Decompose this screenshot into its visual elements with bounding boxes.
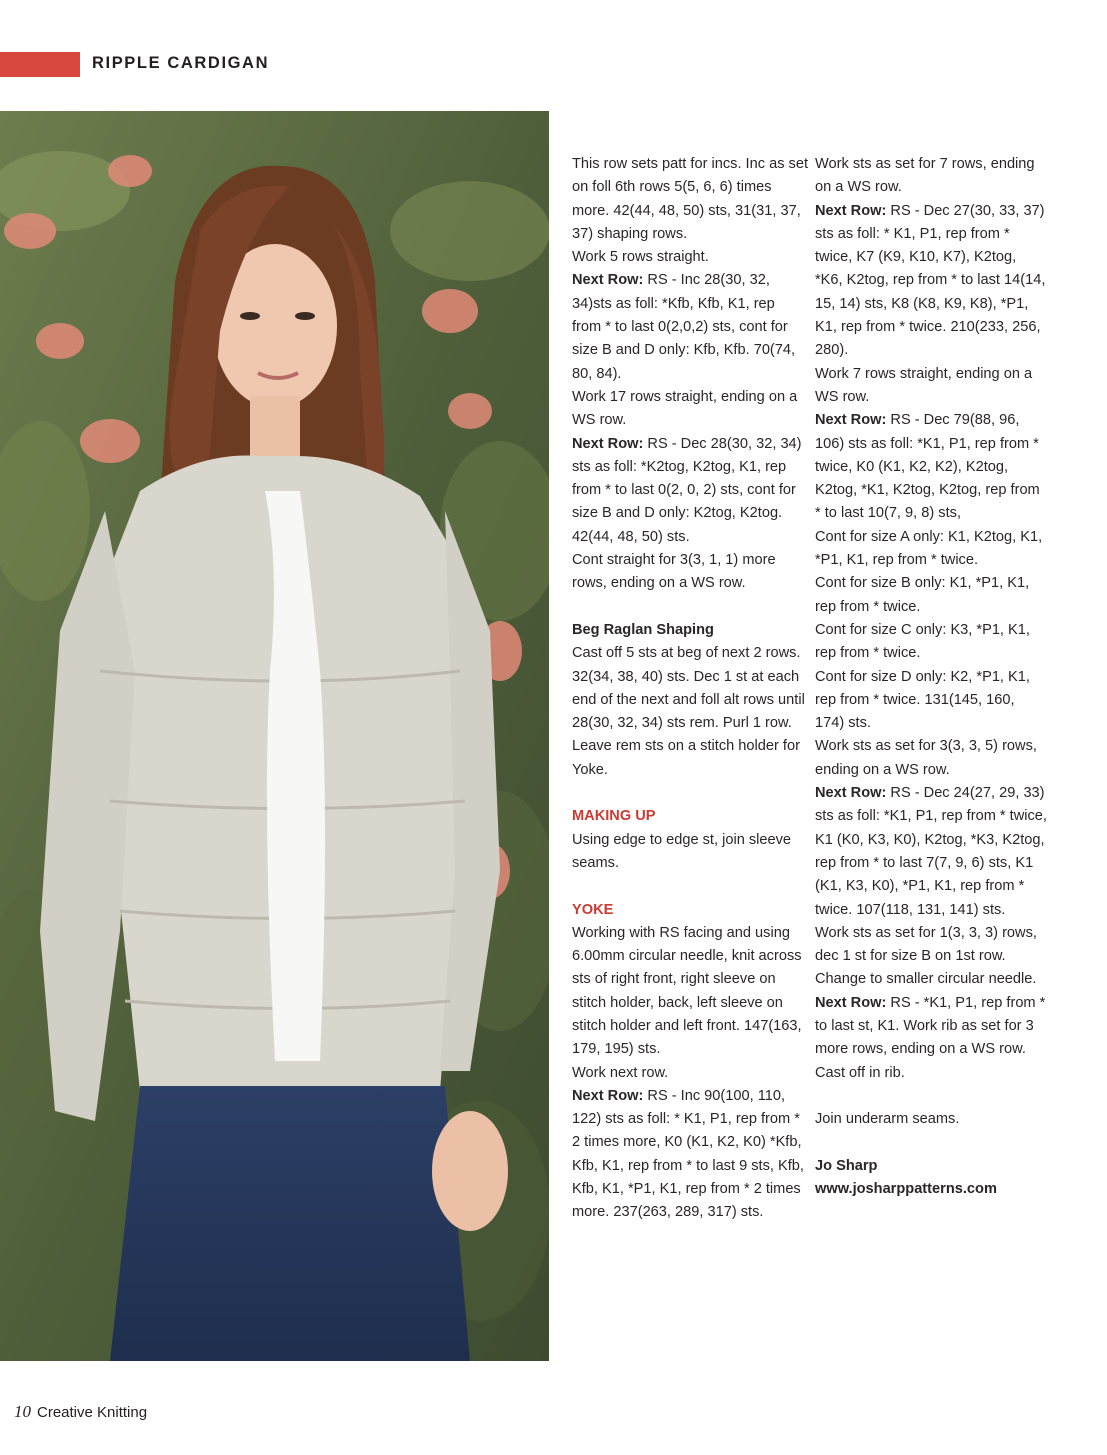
text-column-2 <box>815 153 1047 1201</box>
row-label: Next Row: <box>815 785 887 802</box>
instruction-paragraph: Cont for size A only: K1, K2tog, K1, *P1, K1, rep from * twice. <box>815 528 1043 569</box>
instruction-paragraph: Cont for size B only: K1, *P1, K1, rep from * twice. <box>815 575 1030 615</box>
spacer <box>572 596 808 619</box>
text-column-1 <box>572 153 808 1225</box>
instruction-paragraph: Work 17 rows straight, ending on a WS row. <box>572 388 798 429</box>
row-text: RS - Dec 79(88, 96, 106) sts as foll: *K1, P1, rep from * twice, K0 (K1, K2, K2), K2tog, K2tog, *K1, K2tog, K2tog, rep from * to last 10(7, 9, 8) sts, <box>815 412 1040 522</box>
magazine-name: Creative Knitting <box>37 1404 148 1421</box>
instruction-paragraph <box>815 200 1047 363</box>
row-text: RS - Inc 90(100, 110, 122) sts as foll: * K1, P1, rep from * 2 times more, K0 (K1, K2, K0) *Kfb, Kfb, K1, rep from * to last 9 sts, Kfb, Kfb, K1, *P1, K1, rep from * 2 times more. 237(263, 289, 317) sts. <box>572 1087 804 1221</box>
row-text: RS - *K1, P1, rep from * to last st, K1. Work rib as set for 3 more rows, ending on a WS row. <box>815 994 1046 1058</box>
spacer <box>572 875 808 898</box>
subheading: Beg Raglan Shaping <box>572 621 714 638</box>
row-label: Next Row: <box>815 202 887 219</box>
instruction-paragraph: Work sts as set for 7 rows, ending on a WS row. <box>815 156 1035 196</box>
instruction-paragraph <box>815 992 1047 1062</box>
subheading: www.josharppatterns.com <box>815 1181 997 1198</box>
instruction-paragraph: Cont for size C only: K3, *P1, K1, rep from * twice. <box>815 621 1030 662</box>
row-label: Next Row: <box>815 994 887 1011</box>
instruction-paragraph: Join underarm seams. <box>815 1111 960 1128</box>
row-text: RS - Dec 27(30, 33, 37) sts as foll: * K1, P1, rep from * twice, K7 (K9, K10, K7), K2tog, *K6, K2tog, rep from * to last 14(14, 15, 14) sts, K8 (K8, K9, K8), *P1, K1, rep from * twice. 210(233, 256, 280). <box>815 202 1046 359</box>
instruction-paragraph: Work 7 rows straight, ending on a WS row. <box>815 365 1033 405</box>
page-title: RIPPLE CARDIGAN <box>92 54 270 72</box>
instruction-paragraph: Using edge to edge st, join sleeve seams. <box>572 831 792 871</box>
spacer <box>815 1131 1047 1154</box>
instruction-paragraph: Work 5 rows straight. <box>572 249 709 266</box>
row-label: Next Row: <box>572 1087 644 1104</box>
instruction-paragraph: Cont for size D only: K2, *P1, K1, rep from * twice. 131(145, 160, 174) sts. <box>815 668 1030 732</box>
instruction-paragraph: This row sets patt for incs. Inc as set on foll 6th rows 5(5, 6, 6) times more. 42(44, 48, 50) sts, 31(31, 37, 37) shaping rows. <box>572 156 809 242</box>
instruction-paragraph: Cast off 5 sts at beg of next 2 rows. 32(34, 38, 40) sts. Dec 1 st at each end of the next and foll alt rows until 28(30, 32, 34) sts rem. Purl 1 row. Leave rem sts on a stitch holder for Yoke. <box>572 645 805 778</box>
instruction-paragraph: Cast off in rib. <box>815 1064 905 1081</box>
row-label: Next Row: <box>572 435 644 452</box>
section-heading: YOKE <box>572 901 614 918</box>
spacer <box>815 1085 1047 1108</box>
row-text: RS - Dec 24(27, 29, 33) sts as foll: *K1, P1, rep from * twice, K1 (K0, K3, K0), K2tog, *K3, K2tog, rep from * to last 7(7, 9, 6) sts, K1 (K1, K3, K0), *P1, K1, rep from * twice. 107(118, 131, 141) sts. <box>815 785 1047 918</box>
instruction-paragraph: Working with RS facing and using 6.00mm circular needle, knit across sts of right front, right sleeve on stitch holder, back, left sleeve on stitch holder and left front. 147(163, 179, 195) sts. <box>572 924 802 1058</box>
row-label: Next Row: <box>572 272 644 289</box>
page-footer <box>14 1402 147 1422</box>
instruction-paragraph: Work next row. <box>572 1064 669 1081</box>
header-accent-bar <box>0 52 80 77</box>
instruction-paragraph <box>572 433 808 549</box>
spacer <box>572 782 808 805</box>
instruction-paragraph: Work sts as set for 3(3, 3, 5) rows, ending on a WS row. <box>815 738 1037 778</box>
instruction-paragraph <box>572 1085 808 1225</box>
row-label: Next Row: <box>815 412 887 429</box>
row-text: RS - Dec 28(30, 32, 34) sts as foll: *K2tog, K2tog, K1, rep from * to last 0(2, 0, 2) sts, cont for size B and D only: K2tog, K2tog. 42(44, 48, 50) sts. <box>572 435 802 545</box>
page-number: 10 <box>14 1402 31 1421</box>
instruction-paragraph <box>815 409 1047 525</box>
section-heading: MAKING UP <box>572 808 656 825</box>
instruction-paragraph: Work sts as set for 1(3, 3, 3) rows, dec 1 st for size B on 1st row. Change to smaller circular needle. <box>815 924 1037 988</box>
instruction-paragraph: Cont straight for 3(3, 1, 1) more rows, ending on a WS row. <box>572 552 776 592</box>
model-photo <box>0 111 549 1361</box>
instruction-paragraph <box>815 782 1047 922</box>
subheading: Jo Sharp <box>815 1157 878 1174</box>
instruction-paragraph <box>572 269 808 385</box>
row-text: RS - Inc 28(30, 32, 34)sts as foll: *Kfb, Kfb, K1, rep from * to last 0(2,0,2) sts, cont for size B and D only: Kfb, Kfb. 70(74, 80, 84). <box>572 272 796 382</box>
